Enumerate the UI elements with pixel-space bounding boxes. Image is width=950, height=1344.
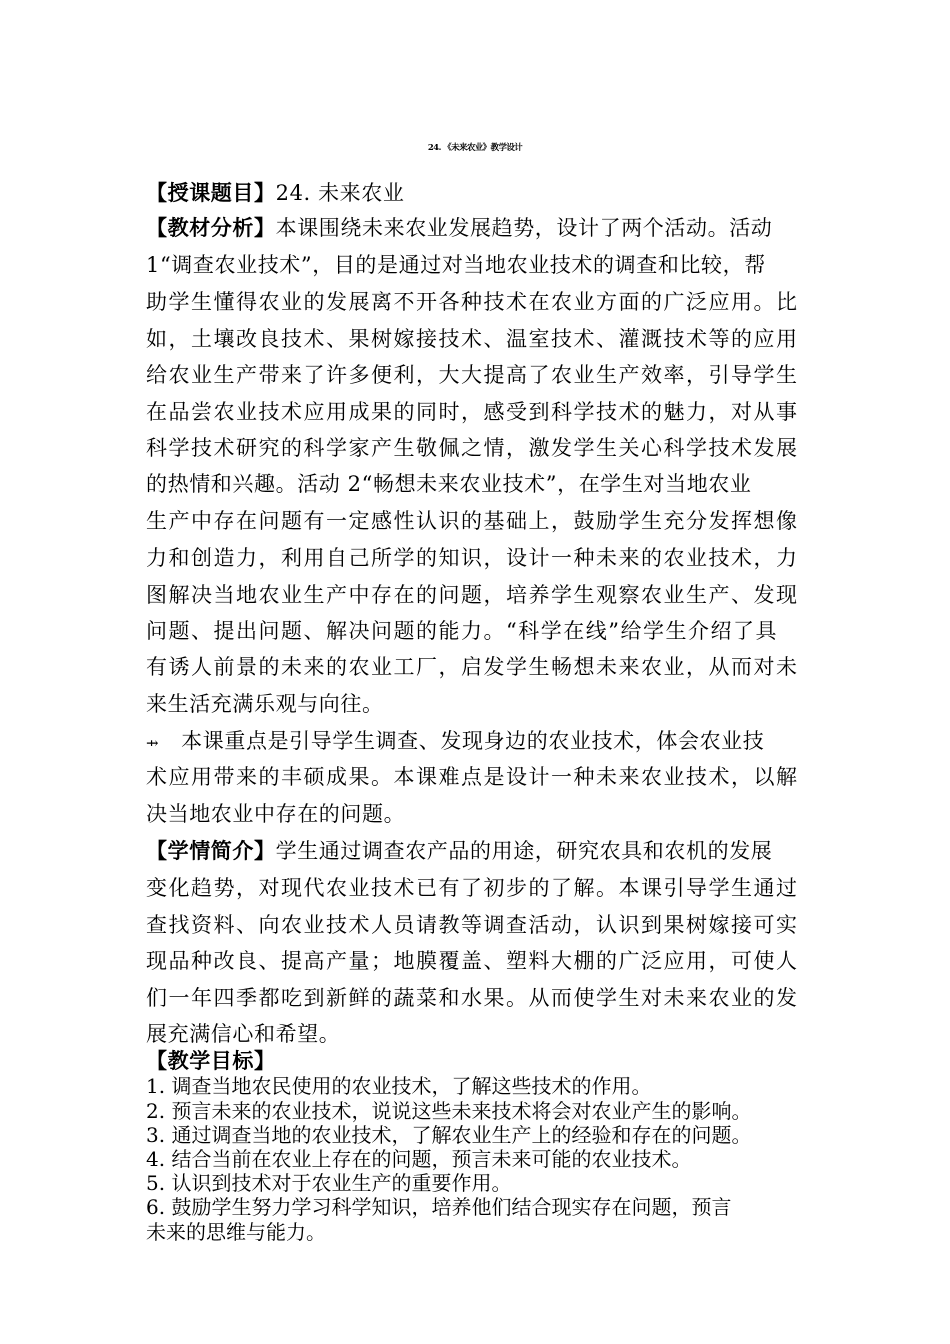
objective-item-4: 4. 结合当前在农业上存在的问题，预言未来可能的农业技术。: [146, 1147, 692, 1171]
objective-item-2: 2. 预言未来的农业技术，说说这些未来技术将会对农业产生的影响。: [146, 1099, 752, 1123]
student-intro-line-2: 变化趋势，对现代农业技术已有了初步的了解。本课引导学生通过: [146, 876, 799, 900]
topic-heading: 【授课题目】: [146, 180, 276, 205]
objective-item-6-continued: 未来的思维与能力。: [146, 1220, 326, 1244]
objective-item-5: 5. 认识到技术对于农业生产的重要作用。: [146, 1171, 512, 1195]
material-line-1: [146, 213, 772, 243]
student-intro-heading: 【学情简介】: [146, 838, 276, 863]
document-title: 24. 《未来农业》教学设计: [427, 143, 523, 153]
arrow-marker-icon: ⇸: [146, 734, 160, 752]
objective-item-1: 1. 调查当地农民使用的农业技术，了解这些技术的作用。: [146, 1074, 652, 1098]
material-line-3: 助学生懂得农业的发展离不开各种技术在农业方面的广泛应用。比: [146, 290, 799, 314]
material-line-13: 有诱人前景的未来的农业工厂，启发学生畅想未来农业，从而对未: [146, 655, 799, 679]
material-line-6: 在品尝农业技术应用成果的同时，感受到科学技术的魅力，对从事: [146, 400, 799, 424]
material-text: 本课围绕未来农业发展趋势，设计了两个活动。活动: [275, 216, 773, 240]
student-intro-line-3: 查找资料、向农业技术人员请教等调查活动，认识到果树嫁接可实: [146, 913, 799, 937]
student-intro-line-5: 们一年四季都吃到新鲜的蔬菜和水果。从而使学生对未来农业的发: [146, 986, 799, 1010]
material-line-2: 1“调查农业技术”，目的是通过对当地农业技术的调查和比较，帮: [146, 253, 766, 277]
material-line-7: 科学技术研究的科学家产生敬佩之情，激发学生关心科学技术发展: [146, 436, 799, 460]
material-line-11: 图解决当地农业生产中存在的问题，培养学生观察农业生产、发现: [146, 583, 799, 607]
objective-item-6: 6. 鼓励学生努力学习科学知识，培养他们结合现实存在问题，预言: [146, 1195, 732, 1219]
student-intro-text: 学生通过调查农产品的用途，研究农具和农机的发展: [275, 839, 773, 863]
material-line-4: 如，土壤改良技术、果树嫁接技术、温室技术、灌溉技术等的应用: [146, 327, 799, 351]
material-line-14: 来生活充满乐观与向往。: [146, 692, 384, 716]
student-intro-line-4: 现品种改良、提高产量；地膜覆盖、塑料大棚的广泛应用，可使人: [146, 949, 799, 973]
material-line-9: 生产中存在问题有一定感性认识的基础上，鼓励学生充分发挥想像: [146, 509, 799, 533]
key-points-line-2: 术应用带来的丰硕成果。本课难点是设计一种未来农业技术，以解: [146, 765, 799, 789]
material-line-8: 的热情和兴趣。活动 2“畅想未来农业技术”，在学生对当地农业: [146, 472, 752, 496]
topic-line: [146, 178, 404, 208]
key-points-line-3: 决当地农业中存在的问题。: [146, 802, 406, 826]
material-line-10: 力和创造力，利用自己所学的知识，设计一种未来的农业技术，力: [146, 546, 799, 570]
student-intro-line-1: [146, 836, 772, 866]
material-heading: 【教材分析】: [146, 215, 276, 240]
material-line-12: 问题、提出问题、解决问题的能力。“科学在线”给学生介绍了具: [146, 619, 778, 643]
objective-item-3: 3. 通过调查当地的农业技术，了解农业生产上的经验和存在的问题。: [146, 1123, 752, 1147]
key-points-line-1: [146, 726, 764, 758]
material-line-5: 给农业生产带来了许多便利，大大提高了农业生产效率，引导学生: [146, 363, 799, 387]
key-points-text: 本课重点是引导学生调查、发现身边的农业技术，体会农业技: [181, 729, 765, 753]
objectives-heading: 【教学目标】: [146, 1048, 276, 1073]
topic-value: 24. 未来农业: [275, 181, 405, 205]
student-intro-line-6: 展充满信心和希望。: [146, 1022, 341, 1046]
